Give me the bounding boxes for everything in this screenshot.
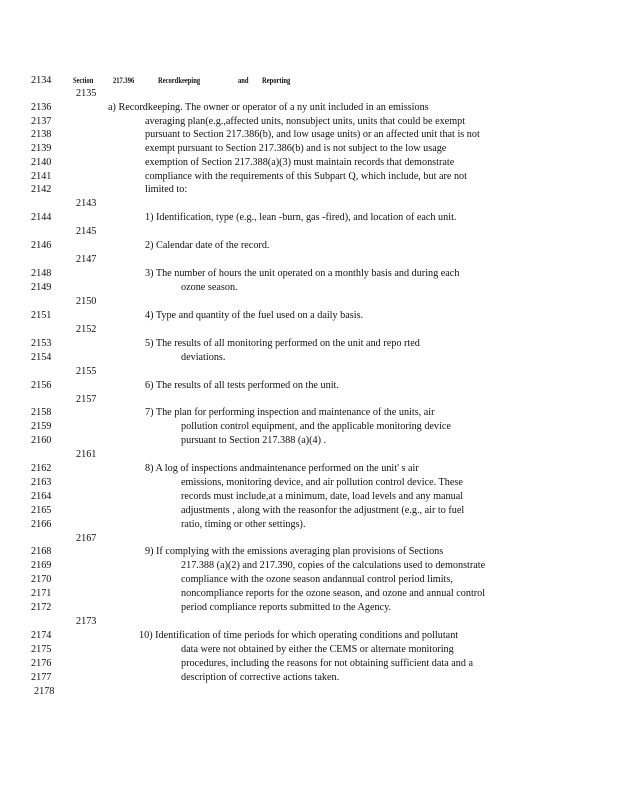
line-number-2142: 2142 <box>31 184 52 195</box>
item-6-line-1: 6) The results of all tests performed on the unit. <box>145 380 339 391</box>
line-number-2165: 2165 <box>31 505 52 516</box>
line-number-2170: 2170 <box>31 574 52 585</box>
para-a-line-2: averaging plan(e.g.,affected units, nonsubject units, units that could be exempt <box>145 116 466 127</box>
line-number-2173: 2173 <box>76 616 97 627</box>
item-9-line-1: 9) If complying with the emissions averaging plan provisions of Sections <box>145 546 444 557</box>
line-number-2135: 2135 <box>76 88 97 99</box>
line-number-2145: 2145 <box>76 226 97 237</box>
line-number-2163: 2163 <box>31 477 52 488</box>
item-9-line-4: noncompliance reports for the ozone season, and ozone and annual control <box>181 588 486 599</box>
line-number-2152: 2152 <box>76 324 97 335</box>
para-a-line-5: exemption of Section 217.388(a)(3) must maintain records that demonstrate <box>145 157 455 168</box>
item-8-line-3: records must include,at a minimum, date, load levels and any manual <box>181 491 464 502</box>
item-5-line-2: deviations. <box>181 352 226 363</box>
para-a-line-6: compliance with the requirements of this Subpart Q, which include, but are not <box>145 171 467 182</box>
line-number-2141: 2141 <box>31 171 52 182</box>
line-number-2143: 2143 <box>76 198 97 209</box>
line-number-2151: 2151 <box>31 310 52 321</box>
line-number-2169: 2169 <box>31 560 52 571</box>
line-number-2158: 2158 <box>31 407 52 418</box>
para-a-line-3: pursuant to Section 217.386(b), and low usage units) or an affected unit that is not <box>145 129 480 140</box>
item-10-line-4: description of corrective actions taken. <box>181 672 340 683</box>
line-number-2153: 2153 <box>31 338 52 349</box>
line-number-2175: 2175 <box>31 644 52 655</box>
item-8-line-1: 8) A log of inspections andmaintenance performed on the unit' s air <box>145 463 419 474</box>
item-1-line-1: 1) Identification, type (e.g., lean -burn, gas -fired), and location of each unit. <box>145 212 457 223</box>
line-number-2149: 2149 <box>31 282 52 293</box>
section-number: 217.396 <box>113 76 135 85</box>
item-7-line-1: 7) The plan for performing inspection and maintenance of the units, air <box>145 407 435 418</box>
item-3-line-1: 3) The number of hours the unit operated on a monthly basis and during each <box>145 268 460 279</box>
line-number-2150: 2150 <box>76 296 97 307</box>
line-number-2134: 2134 <box>31 75 52 86</box>
item-7-line-3: pursuant to Section 217.388 (a)(4) . <box>181 435 327 446</box>
line-number-2174: 2174 <box>31 630 52 641</box>
line-number-2138: 2138 <box>31 129 52 140</box>
line-number-2137: 2137 <box>31 116 52 127</box>
item-8-line-4: adjustments , along with the reasonfor the adjustment (e.g., air to fuel <box>181 505 465 516</box>
line-number-2176: 2176 <box>31 658 52 669</box>
line-number-2162: 2162 <box>31 463 52 474</box>
item-7-line-2: pollution control equipment, and the applicable monitoring device <box>181 421 451 432</box>
line-number-2146: 2146 <box>31 240 52 251</box>
section-title-and: and <box>238 76 249 85</box>
line-number-2166: 2166 <box>31 519 52 530</box>
item-3-line-2: ozone season. <box>181 282 238 293</box>
section-label: Section <box>73 76 94 85</box>
line-number-2144: 2144 <box>31 212 52 223</box>
item-10-line-2: data were not obtained by either the CEMS or alternate monitoring <box>181 644 454 655</box>
line-number-2136: 2136 <box>31 102 52 113</box>
line-number-2147: 2147 <box>76 254 97 265</box>
section-title-recordkeeping: Recordkeeping <box>158 76 201 85</box>
line-number-2161: 2161 <box>76 449 97 460</box>
line-number-2148: 2148 <box>31 268 52 279</box>
item-4-line-1: 4) Type and quantity of the fuel used on a daily basis. <box>145 310 364 321</box>
line-number-2159: 2159 <box>31 421 52 432</box>
item-5-line-1: 5) The results of all monitoring performed on the unit and repo rted <box>145 338 420 349</box>
item-2-line-1: 2) Calendar date of the record. <box>145 240 270 251</box>
para-a-line-1: a) Recordkeeping. The owner or operator of a ny unit included in an emissions <box>108 102 429 113</box>
line-number-2155: 2155 <box>76 366 97 377</box>
line-number-2178: 2178 <box>34 686 55 697</box>
line-number-2140: 2140 <box>31 157 52 168</box>
item-9-line-5: period compliance reports submitted to the Agency. <box>181 602 392 613</box>
item-9-line-2: 217.388 (a)(2) and 217.390, copies of the calculations used to demonstrate <box>181 560 486 571</box>
item-10-line-3: procedures, including the reasons for not obtaining sufficient data and a <box>181 658 474 669</box>
item-9-line-3: compliance with the ozone season andannual control period limits, <box>181 574 453 585</box>
line-number-2156: 2156 <box>31 380 52 391</box>
line-number-2171: 2171 <box>31 588 52 599</box>
line-number-2157: 2157 <box>76 394 97 405</box>
line-number-2154: 2154 <box>31 352 52 363</box>
para-a-line-7: limited to: <box>145 184 188 195</box>
line-number-2172: 2172 <box>31 602 52 613</box>
section-title-reporting: Reporting <box>262 76 291 85</box>
para-a-line-4: exempt pursuant to Section 217.386(b) and is not subject to the low usage <box>145 143 447 154</box>
line-number-2139: 2139 <box>31 143 52 154</box>
item-8-line-5: ratio, timing or other settings). <box>181 519 306 530</box>
line-number-2177: 2177 <box>31 672 52 683</box>
item-10-line-1: 10) Identification of time periods for which operating conditions and pollutant <box>139 630 459 641</box>
line-number-2160: 2160 <box>31 435 52 446</box>
line-number-2164: 2164 <box>31 491 52 502</box>
line-number-2168: 2168 <box>31 546 52 557</box>
line-number-2167: 2167 <box>76 533 97 544</box>
item-8-line-2: emissions, monitoring device, and air pollution control device. These <box>181 477 463 488</box>
